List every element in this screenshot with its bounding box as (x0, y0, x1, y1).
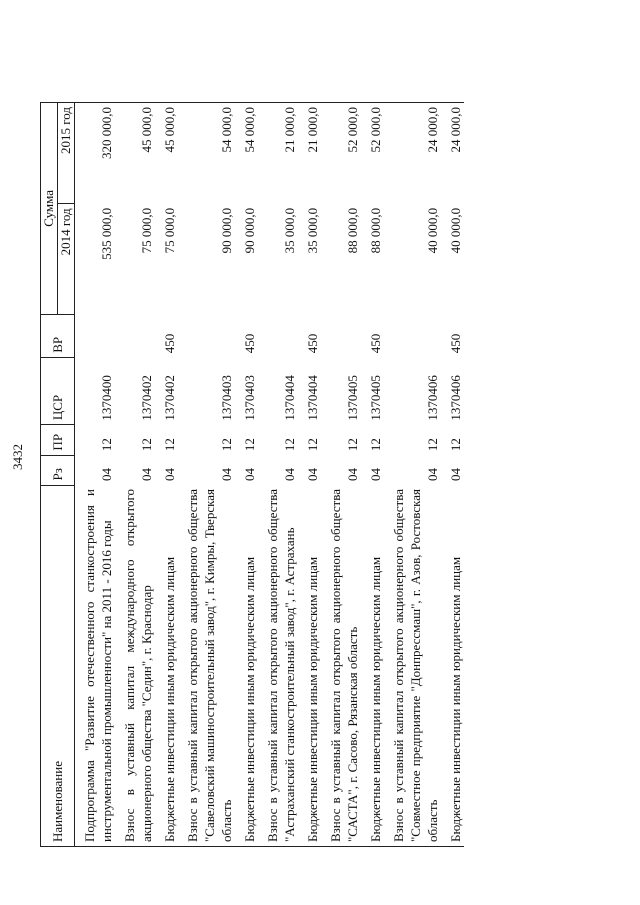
row-name: Взнос в уставный капитал международного открытого акционерного общества "Седин", г. Краснодар (115, 485, 155, 846)
header-rz: Рз (41, 455, 75, 485)
row-csr: 1370403 (242, 375, 257, 421)
row-pr: 12 (242, 438, 257, 452)
row-pr: 12 (219, 438, 234, 452)
header-pr: ПР (41, 425, 75, 455)
row-rz: 04 (448, 468, 463, 482)
table-row (361, 103, 384, 847)
row-rz: 04 (345, 468, 360, 482)
budget-table (40, 102, 464, 847)
row-sum-2015: 54 000,0 (178, 103, 235, 204)
table-row (321, 103, 361, 847)
row-sum-2015: 45 000,0 (115, 103, 155, 204)
table-row (115, 103, 155, 847)
row-rz: 04 (162, 468, 177, 482)
row-csr: 1370403 (219, 375, 234, 421)
row-csr: 1370405 (368, 375, 383, 421)
table-row (441, 103, 464, 847)
table-row (178, 103, 235, 847)
row-name: Бюджетные инвестиции иным юридическим лицам (441, 485, 464, 846)
row-name: Подпрограмма "Развитие отечественного станкостроения и инструментальной промышленности" на 2011 - 2016 годы (75, 485, 116, 846)
header-vr: ВР (41, 314, 75, 357)
row-name: Бюджетные инвестиции иным юридическим лицам (155, 485, 178, 846)
row-sum-2015: 52 000,0 (361, 103, 384, 204)
row-name: Взнос в уставный капитал открытого акционерного общества "САСТА", г. Сасово, Рязанская область (321, 485, 361, 846)
row-sum-2014: 75 000,0 (162, 207, 177, 254)
row-vr (115, 314, 155, 357)
row-sum-2014: 40 000,0 (425, 207, 440, 254)
row-sum-2015: 24 000,0 (441, 103, 464, 204)
row-pr: 12 (282, 438, 297, 452)
row-pr: 12 (162, 438, 177, 452)
row-rz: 04 (282, 468, 297, 482)
row-pr: 12 (425, 438, 440, 452)
row-csr: 1370404 (282, 375, 297, 421)
row-vr (258, 314, 298, 357)
table-row (155, 103, 178, 847)
row-rz: 04 (305, 468, 320, 482)
header-2014: 2014 год (58, 204, 75, 314)
row-vr (384, 314, 441, 357)
row-pr: 12 (139, 438, 154, 452)
row-vr (321, 314, 361, 357)
header-sum: Сумма (41, 103, 58, 315)
row-name: Бюджетные инвестиции иным юридическим лицам (298, 485, 321, 846)
row-sum-2014: 88 000,0 (368, 207, 383, 254)
row-rz: 04 (99, 468, 114, 482)
row-sum-2014: 35 000,0 (305, 207, 320, 254)
row-name: Взнос в уставный капитал открытого акционерного общества "Савеловский машиностроительный завод", г. Кимры, Тверская область (178, 485, 235, 846)
row-name: Взнос в уставный капитал открытого акционерного общества "Совместное предприятие "Донпрессмаш", г. Азов, Ростовская область (384, 485, 441, 846)
row-sum-2015: 54 000,0 (235, 103, 258, 204)
row-rz: 04 (139, 468, 154, 482)
table-row (75, 103, 116, 847)
row-sum-2014: 35 000,0 (282, 207, 297, 254)
row-vr: 450 (305, 333, 320, 354)
table-row (235, 103, 258, 847)
row-sum-2015: 21 000,0 (258, 103, 298, 204)
row-pr: 12 (305, 438, 320, 452)
row-sum-2014: 88 000,0 (345, 207, 360, 254)
row-csr: 1370400 (99, 375, 114, 421)
row-csr: 1370402 (139, 375, 154, 421)
row-pr: 12 (368, 438, 383, 452)
row-pr: 12 (345, 438, 360, 452)
row-rz: 04 (219, 468, 234, 482)
row-pr: 12 (99, 438, 114, 452)
row-rz: 04 (368, 468, 383, 482)
row-vr (178, 314, 235, 357)
header-2015: 2015 год (58, 103, 75, 204)
row-csr: 1370406 (448, 375, 463, 421)
row-sum-2014: 75 000,0 (139, 207, 154, 254)
row-rz: 04 (425, 468, 440, 482)
row-vr: 450 (368, 333, 383, 354)
table-row (384, 103, 441, 847)
row-vr (75, 314, 116, 357)
header-name: Наименование (41, 485, 75, 846)
row-vr: 450 (242, 333, 257, 354)
table-row (298, 103, 321, 847)
row-vr: 450 (162, 333, 177, 354)
row-sum-2015: 52 000,0 (321, 103, 361, 204)
row-sum-2015: 21 000,0 (298, 103, 321, 204)
row-name: Бюджетные инвестиции иным юридическим лицам (361, 485, 384, 846)
row-vr: 450 (448, 333, 463, 354)
row-name: Бюджетные инвестиции иным юридическим лицам (235, 485, 258, 846)
table-body (75, 103, 465, 847)
header-csr: ЦСР (41, 357, 75, 424)
row-sum-2015: 320 000,0 (75, 103, 116, 204)
row-csr: 1370406 (425, 375, 440, 421)
row-sum-2014: 90 000,0 (242, 207, 257, 254)
page-number: 3432 (10, 444, 25, 470)
row-sum-2014: 535 000,0 (99, 207, 114, 260)
row-sum-2015: 24 000,0 (384, 103, 441, 204)
row-csr: 1370405 (345, 375, 360, 421)
row-name: Взнос в уставный капитал открытого акционерного общества "Астраханский станкостроительный завод", г. Астрахань (258, 485, 298, 846)
row-rz: 04 (242, 468, 257, 482)
row-sum-2014: 40 000,0 (448, 207, 463, 254)
row-pr: 12 (448, 438, 463, 452)
table-row (258, 103, 298, 847)
row-csr: 1370404 (305, 375, 320, 421)
row-sum-2015: 45 000,0 (155, 103, 178, 204)
row-csr: 1370402 (162, 375, 177, 421)
row-sum-2014: 90 000,0 (219, 207, 234, 254)
